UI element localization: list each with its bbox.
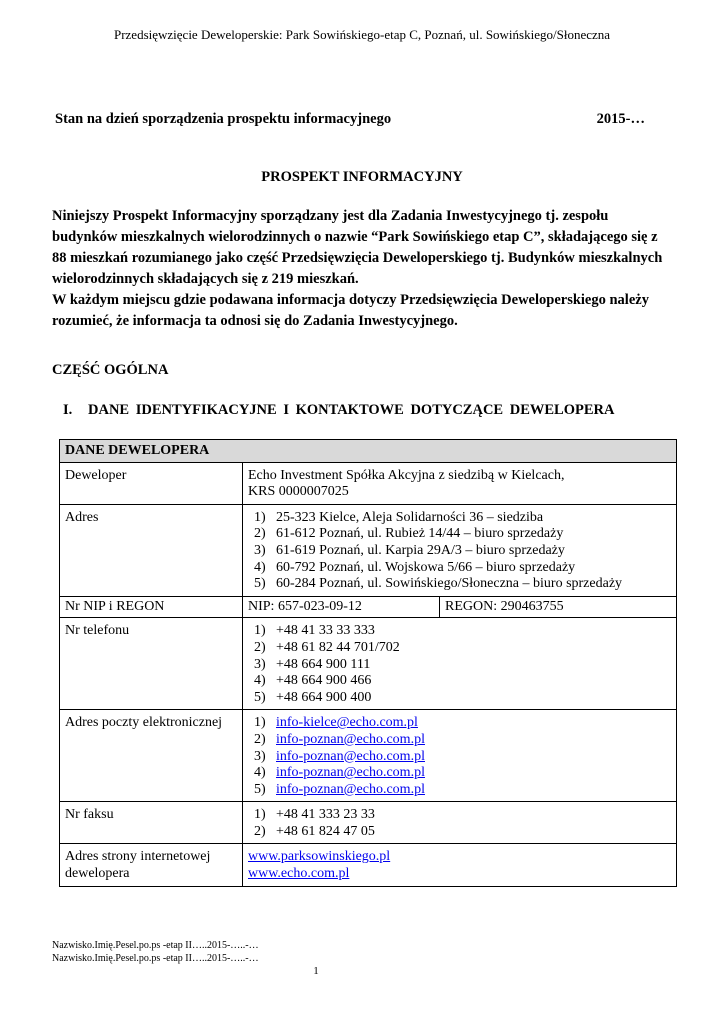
list-item: 4) info-poznan@echo.com.pl: [254, 765, 425, 781]
chapter-heading: [63, 402, 614, 419]
fax-value: [243, 802, 677, 844]
list-item: 3) info-poznan@echo.com.pl: [254, 748, 425, 764]
email-link-kielce[interactable]: info-kielce@echo.com.pl: [276, 715, 418, 731]
list-item: 2) 61-612 Poznań, ul. Rubież 14/44 – biuro sprzedaży: [254, 526, 564, 542]
table-row-fax: [60, 802, 677, 844]
footer: [52, 939, 259, 965]
fax-label: Nr faksu: [60, 802, 243, 844]
list-item: 1) 25-323 Kielce, Aleja Solidarności 36 – siedziba: [254, 509, 544, 525]
address-value: [243, 504, 677, 596]
document-title: PROSPEKT INFORMACYJNY: [261, 169, 463, 185]
table-row-website: [60, 844, 677, 886]
website-label: Adres strony internetowej dewelopera: [60, 844, 243, 886]
fax-list: [248, 807, 671, 840]
phone-label: Nr telefonu: [60, 618, 243, 710]
phone-value: [243, 618, 677, 710]
website-value: [243, 844, 677, 886]
list-item: 3) +48 664 900 111: [254, 656, 371, 672]
list-item: 2) info-poznan@echo.com.pl: [254, 731, 425, 747]
address-label: Adres: [60, 504, 243, 596]
intro-paragraph-2: W każdym miejscu gdzie podawana informacja dotyczy Przedsięwzięcia Deweloperskiego należy rozumieć, że informacja ta odnosi się do Zadania Inwestycyjnego.: [52, 292, 649, 329]
table-row-nip-regon: [60, 596, 677, 618]
nip-value: NIP: 657-023-09-12: [243, 596, 440, 618]
developer-value: [243, 462, 677, 504]
email-link-poznan[interactable]: info-poznan@echo.com.pl: [276, 731, 425, 747]
email-label: Adres poczty elektronicznej: [60, 710, 243, 802]
list-item: 5) info-poznan@echo.com.pl: [254, 781, 425, 797]
list-item: 5) +48 664 900 400: [254, 689, 372, 705]
section-title: CZĘŚĆ OGÓLNA: [52, 362, 169, 378]
status-text: Stan na dzień sporządzenia prospektu informacyjnego: [55, 111, 392, 127]
regon-value: REGON: 290463755: [440, 596, 677, 618]
page-number: 1: [313, 965, 319, 977]
developer-name: Echo Investment Spółka Akcyjna z siedzibą w Kielcach,: [248, 467, 565, 483]
list-item: 1) +48 41 33 33 333: [254, 623, 375, 639]
list-item: 4) +48 664 900 466: [254, 673, 372, 689]
email-link-poznan[interactable]: info-poznan@echo.com.pl: [276, 748, 425, 764]
email-list: [248, 715, 671, 798]
email-link-poznan[interactable]: info-poznan@echo.com.pl: [276, 781, 425, 797]
email-value: [243, 710, 677, 802]
table-header: DANE DEWELOPERA: [60, 440, 677, 463]
footer-line-2: Nazwisko.Imię.Pesel.po.ps -etap II…..2015-…..-…: [52, 953, 259, 964]
email-link-poznan[interactable]: info-poznan@echo.com.pl: [276, 765, 425, 781]
table-row-developer: [60, 462, 677, 504]
chapter-number: I.: [63, 402, 73, 418]
address-list: [248, 510, 671, 593]
status-line: [55, 111, 645, 128]
list-item: 2) +48 61 82 44 701/702: [254, 639, 400, 655]
table-row-phone: [60, 618, 677, 710]
nip-label: Nr NIP i REGON: [60, 596, 243, 618]
intro-text: [52, 206, 664, 332]
developer-label: Deweloper: [60, 462, 243, 504]
running-header: Przedsięwzięcie Deweloperskie: Park Sowińskiego-etap C, Poznań, ul. Sowińskiego/Słoneczna: [113, 27, 611, 42]
intro-paragraph-1: Niniejszy Prospekt Informacyjny sporządzany jest dla Zadania Inwestycyjnego tj. zespołu budynków mieszkalnych wielorodzinnych o nazwie “Park Sowińskiego etap C”, składającego się z 88 mieszkań rozumianego jako część Przedsięwzięcia Deweloperskiego tj. Budynków mieszkalnych wielorodzinnych składających się z 219 mieszkań.: [52, 208, 663, 287]
website-link-echo[interactable]: www.echo.com.pl: [248, 866, 350, 882]
footer-line-1: Nazwisko.Imię.Pesel.po.ps -etap II…..2015-…..-…: [52, 940, 259, 951]
list-item: 1) info-kielce@echo.com.pl: [254, 715, 418, 731]
list-item: 1) +48 41 333 23 33: [254, 807, 375, 823]
list-item: 2) +48 61 824 47 05: [254, 823, 375, 839]
website-link-parksowinskiego[interactable]: www.parksowinskiego.pl: [248, 849, 391, 865]
list-item: 3) 61-619 Poznań, ul. Karpia 29A/3 – biuro sprzedaży: [254, 542, 565, 558]
chapter-title: DANE IDENTYFIKACYJNE I KONTAKTOWE DOTYCZĄCE DEWELOPERA: [88, 402, 615, 418]
phone-list: [248, 623, 671, 706]
developer-data-table: [59, 439, 677, 887]
list-item: 5) 60-284 Poznań, ul. Sowińskiego/Słoneczna – biuro sprzedaży: [254, 576, 623, 592]
status-date: 2015-…: [596, 111, 645, 127]
list-item: 4) 60-792 Poznań, ul. Wojskowa 5/66 – biuro sprzedaży: [254, 559, 576, 575]
table-row-address: [60, 504, 677, 596]
developer-krs: KRS 0000007025: [248, 484, 349, 500]
table-row-email: [60, 710, 677, 802]
